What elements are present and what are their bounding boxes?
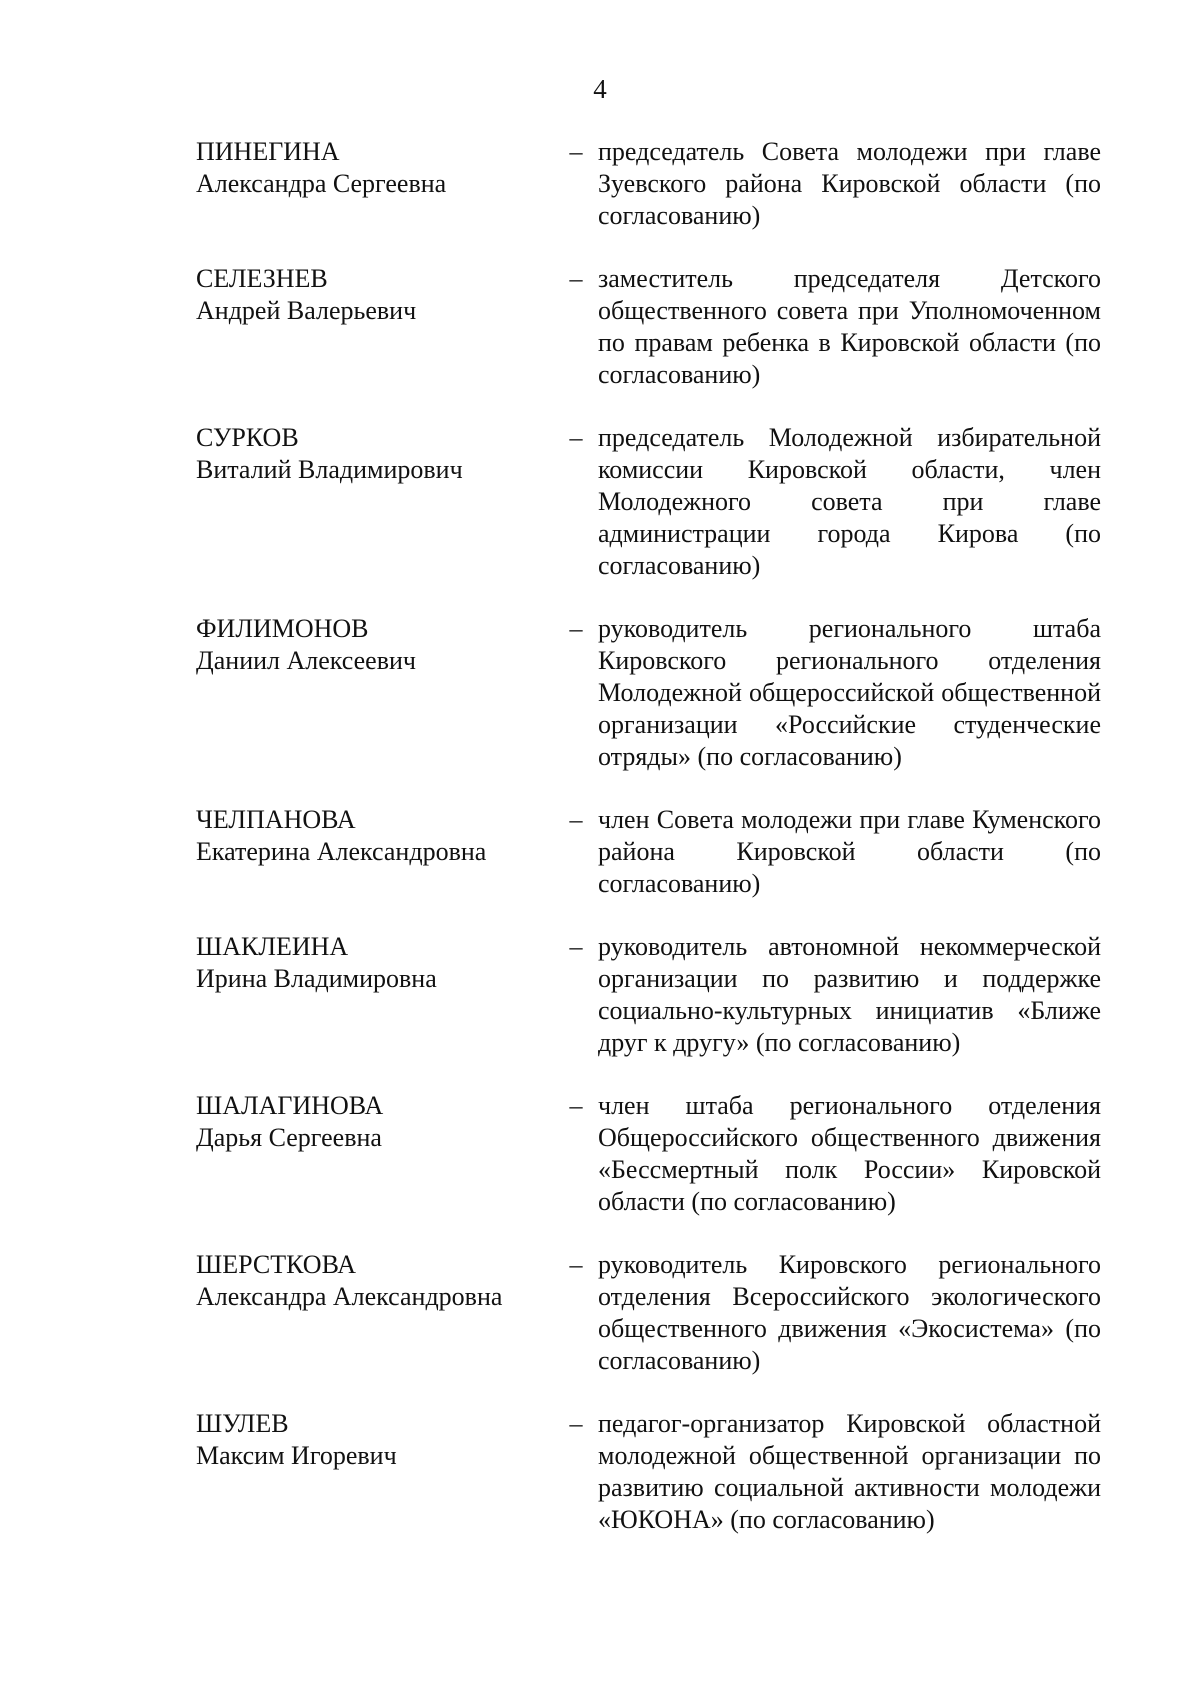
member-dash: – (569, 264, 583, 293)
member-name (196, 1090, 554, 1154)
member-dash: – (569, 1091, 583, 1120)
member-role: член Совета молодежи при главе Куменского района Кировской области (по согласованию) (598, 805, 1101, 898)
member-role: заместитель председателя Детского общественного совета при Уполномоченном по правам ребенка в Кировской области (по согласованию) (598, 264, 1101, 389)
member-surname: СЕЛЕЗНЕВ (196, 264, 328, 293)
member-entry (196, 804, 1101, 900)
member-surname: ШУЛЕВ (196, 1409, 289, 1438)
member-name (196, 804, 554, 868)
member-given-names: Андрей Валерьевич (196, 296, 417, 325)
member-surname: ЧЕЛПАНОВА (196, 805, 356, 834)
member-name (196, 136, 554, 200)
page-number: 4 (593, 74, 607, 104)
member-entry (196, 1408, 1101, 1536)
member-dash: – (569, 423, 583, 452)
member-name (196, 422, 554, 486)
member-dash: – (569, 137, 583, 166)
member-dash: – (569, 932, 583, 961)
member-surname: ПИНЕГИНА (196, 137, 340, 166)
member-role: педагог-организатор Кировской областной молодежной общественной организации по развитию социальной активности молодежи «ЮКОНА» (по согласованию) (598, 1409, 1101, 1534)
members-list (196, 136, 1101, 1536)
member-dash: – (569, 614, 583, 643)
member-name (196, 613, 554, 677)
member-entry (196, 422, 1101, 582)
member-entry (196, 613, 1101, 773)
member-role: председатель Молодежной избирательной комиссии Кировской области, член Молодежного совета при главе администрации города Кирова (по согласованию) (598, 423, 1101, 580)
member-entry (196, 136, 1101, 232)
member-given-names: Даниил Алексеевич (196, 646, 416, 675)
member-role: руководитель регионального штаба Кировского регионального отделения Молодежной общероссийской общественной организации «Российские студенческие отряды» (по согласованию) (598, 614, 1101, 771)
member-name (196, 1249, 554, 1313)
member-surname: ШАЛАГИНОВА (196, 1091, 384, 1120)
member-role: член штаба регионального отделения Общероссийского общественного движения «Бессмертный полк России» Кировской области (по согласованию) (598, 1091, 1101, 1216)
member-role: руководитель Кировского регионального отделения Всероссийского экологического общественного движения «Экосистема» (по согласованию) (598, 1250, 1101, 1375)
member-given-names: Ирина Владимировна (196, 964, 437, 993)
member-entry (196, 931, 1101, 1059)
member-surname: ШЕРСТКОВА (196, 1250, 357, 1279)
member-entry (196, 1249, 1101, 1377)
member-name (196, 931, 554, 995)
member-dash: – (569, 1250, 583, 1279)
member-name (196, 263, 554, 327)
member-dash: – (569, 1409, 583, 1438)
member-role: руководитель автономной некоммерческой организации по развитию и поддержке социально-культурных инициатив «Ближе друг к другу» (по согласованию) (598, 932, 1101, 1057)
member-name (196, 1408, 554, 1472)
member-entry (196, 263, 1101, 391)
member-given-names: Александра Александровна (196, 1282, 503, 1311)
member-given-names: Александра Сергеевна (196, 169, 447, 198)
member-surname: СУРКОВ (196, 423, 299, 452)
member-given-names: Виталий Владимирович (196, 455, 463, 484)
member-given-names: Екатерина Александровна (196, 837, 487, 866)
member-dash: – (569, 805, 583, 834)
member-surname: ФИЛИМОНОВ (196, 614, 369, 643)
member-surname: ШАКЛЕИНА (196, 932, 349, 961)
member-entry (196, 1090, 1101, 1218)
member-role: председатель Совета молодежи при главе Зуевского района Кировской области (по согласованию) (598, 137, 1101, 230)
member-given-names: Дарья Сергеевна (196, 1123, 382, 1152)
member-given-names: Максим Игоревич (196, 1441, 397, 1470)
